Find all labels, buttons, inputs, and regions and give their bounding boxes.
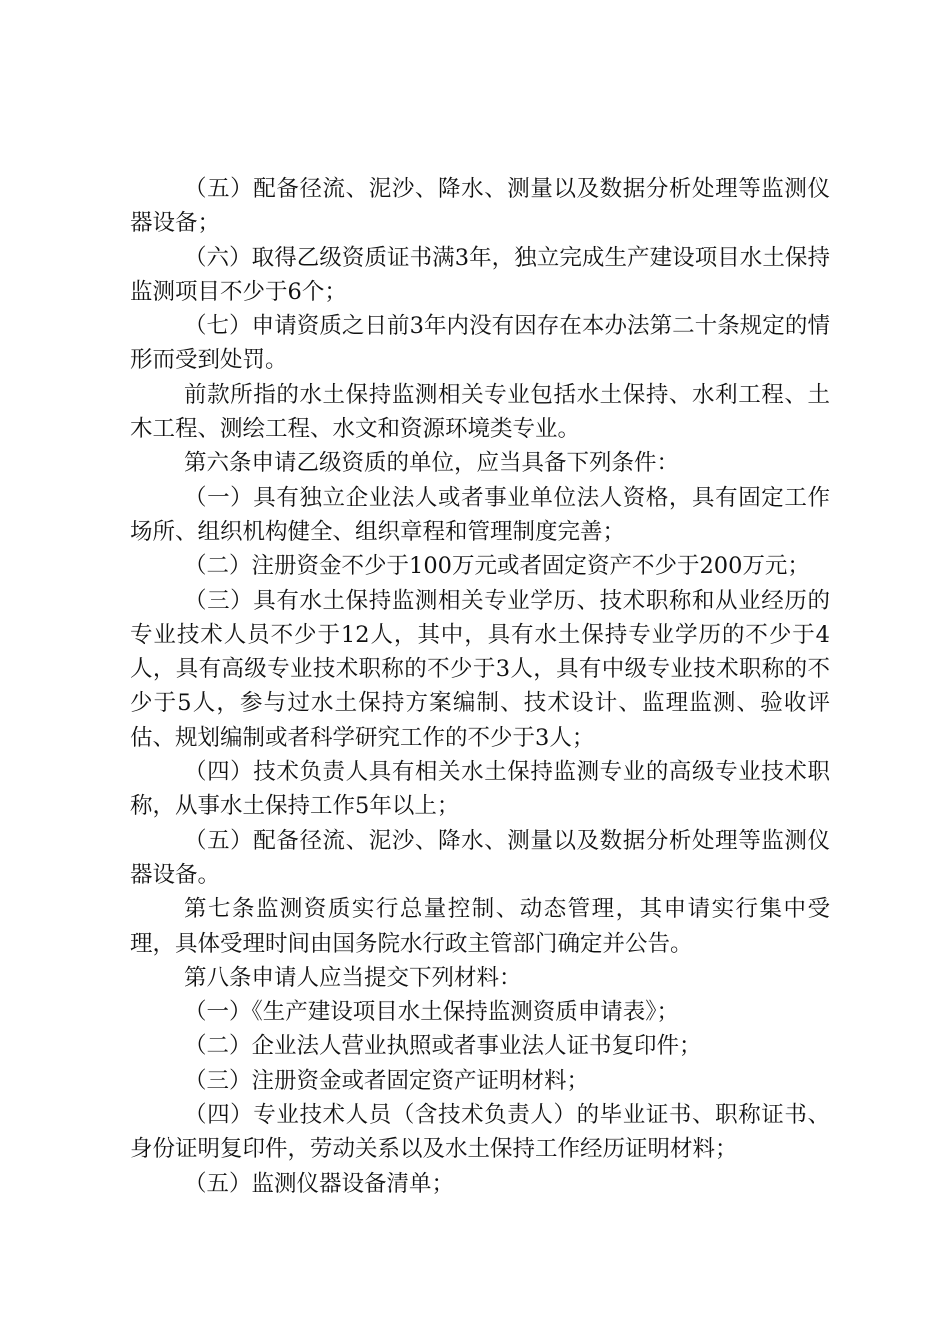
article-8-heading: 第八条申请人应当提交下列材料： <box>184 964 522 991</box>
paragraph-registered-capital: （二）注册资金不少于100万元或者固定资产不少于200万元； <box>184 553 810 580</box>
material-capital-proof: （三）注册资金或者固定资产证明材料； <box>184 1067 590 1094</box>
material-equipment-list: （五）监测仪器设备清单； <box>184 1170 455 1197</box>
paragraph-monitoring-equipment-b: （五）配备径流、泥沙、降水、测量以及数据分析处理等监测仪器设备。 <box>130 827 830 888</box>
article-7-paragraph: 第七条监测资质实行总量控制、动态管理，其申请实行集中受理，具体受理时间由国务院水行政主管部门确定并公告。 <box>130 896 830 957</box>
material-application-form: （一）《生产建设项目水土保持监测资质申请表》； <box>184 999 680 1026</box>
article-6-heading: 第六条申请乙级资质的单位，应当具备下列条件： <box>184 450 680 477</box>
paragraph-monitoring-equipment-a: （五）配备径流、泥沙、降水、测量以及数据分析处理等监测仪器设备； <box>130 176 830 237</box>
paragraph-grade-b-certificate: （六）取得乙级资质证书满3年，独立完成生产建设项目水土保持监测项目不少于6个； <box>130 244 830 305</box>
material-staff-certificates: （四）专业技术人员（含技术负责人）的毕业证书、职称证书、身份证明复印件，劳动关系以及水土保持工作经历证明材料； <box>130 1102 830 1163</box>
paragraph-related-majors: 前款所指的水土保持监测相关专业包括水土保持、水利工程、土木工程、测绘工程、水文和资源环境类专业。 <box>130 381 830 443</box>
paragraph-technical-staff: （三）具有水土保持监测相关专业学历、技术职称和从业经历的专业技术人员不少于12人，其中，具有水土保持专业学历的不少于4人，具有高级专业技术职称的不少于3人，具有中级专业技术职称的不少于5人，参与过水土保持方案编制、技术设计、监理监测、验收评估、规划编制或者科学研究工作的不少于3人； <box>130 587 830 751</box>
document-body <box>130 172 830 1201</box>
paragraph-no-penalty: （七）申请资质之日前3年内没有因存在本办法第二十条规定的情形而受到处罚。 <box>130 313 830 374</box>
paragraph-legal-entity: （一）具有独立企业法人或者事业单位法人资格，具有固定工作场所、组织机构健全、组织章程和管理制度完善； <box>130 484 830 545</box>
material-business-license: （二）企业法人营业执照或者事业法人证书复印件； <box>184 1033 702 1060</box>
paragraph-technical-lead: （四）技术负责人具有相关水土保持监测专业的高级专业技术职称，从事水土保持工作5年以上； <box>130 759 830 820</box>
